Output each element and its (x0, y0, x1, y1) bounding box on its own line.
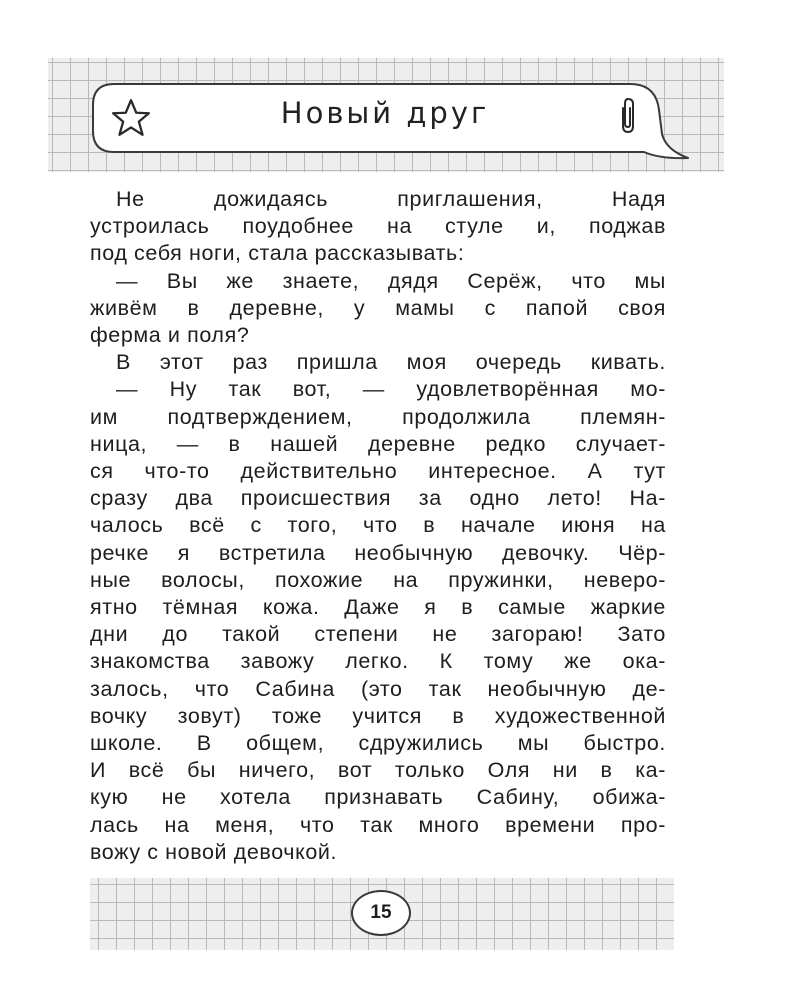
text-line: В этот раз пришла моя очередь кивать. (116, 350, 666, 375)
text-line: ферма и поля? (90, 323, 250, 348)
text-line: сразу два происшествия за одно лето! На- (90, 486, 666, 511)
text-line: — Ну так вот, — удовлетворённая мо- (116, 377, 666, 402)
text-line: устроилась поудобнее на стуле и, поджав (90, 214, 666, 239)
text-line: знакомства завожу легко. К тому же ока- (90, 649, 666, 674)
text-line: вожу с новой девочкой. (90, 839, 338, 864)
paperclip-icon (615, 96, 641, 136)
text-line: — Вы же знаете, дядя Серёж, что мы (116, 268, 666, 293)
text-line: Не дожидаясь приглашения, Надя (116, 187, 666, 211)
star-icon (110, 97, 152, 139)
text-line: ятно тёмная кожа. Даже я в самые жаркие (90, 595, 666, 620)
text-line: залось, что Сабина (это так необычную де- (90, 676, 666, 701)
text-line: И всё бы ничего, вот только Оля ни в ка- (90, 758, 666, 783)
page-number: 15 (351, 890, 411, 936)
text-line: ся что-то действительно интересное. А тут (90, 459, 666, 484)
text-line: ница, — в нашей деревне редко случает- (90, 431, 666, 456)
text-line: школе. В общем, сдружились мы быстро. (90, 731, 666, 756)
text-line: живём в деревне, у мамы с папой своя (90, 295, 666, 320)
text-line: под себя ноги, стала рассказывать: (90, 241, 465, 266)
text-line: чалось всё с того, что в начале июня на (90, 513, 666, 538)
text-line: кую не хотела признавать Сабину, обижа- (90, 785, 666, 810)
text-line: ные волосы, похожие на пружинки, неверо- (90, 567, 666, 592)
chapter-title: Новый друг (280, 96, 490, 130)
story-text (90, 186, 666, 866)
text-line: им подтверждением, продолжила племян- (90, 404, 666, 429)
text-line: лась на меня, что так много времени про- (90, 812, 666, 837)
text-line: дни до такой степени не загораю! Зато (90, 622, 666, 647)
text-line: вочку зовут) тоже учится в художественной (90, 703, 666, 728)
text-line: речке я встретила необычную девочку. Чёр- (90, 540, 666, 565)
